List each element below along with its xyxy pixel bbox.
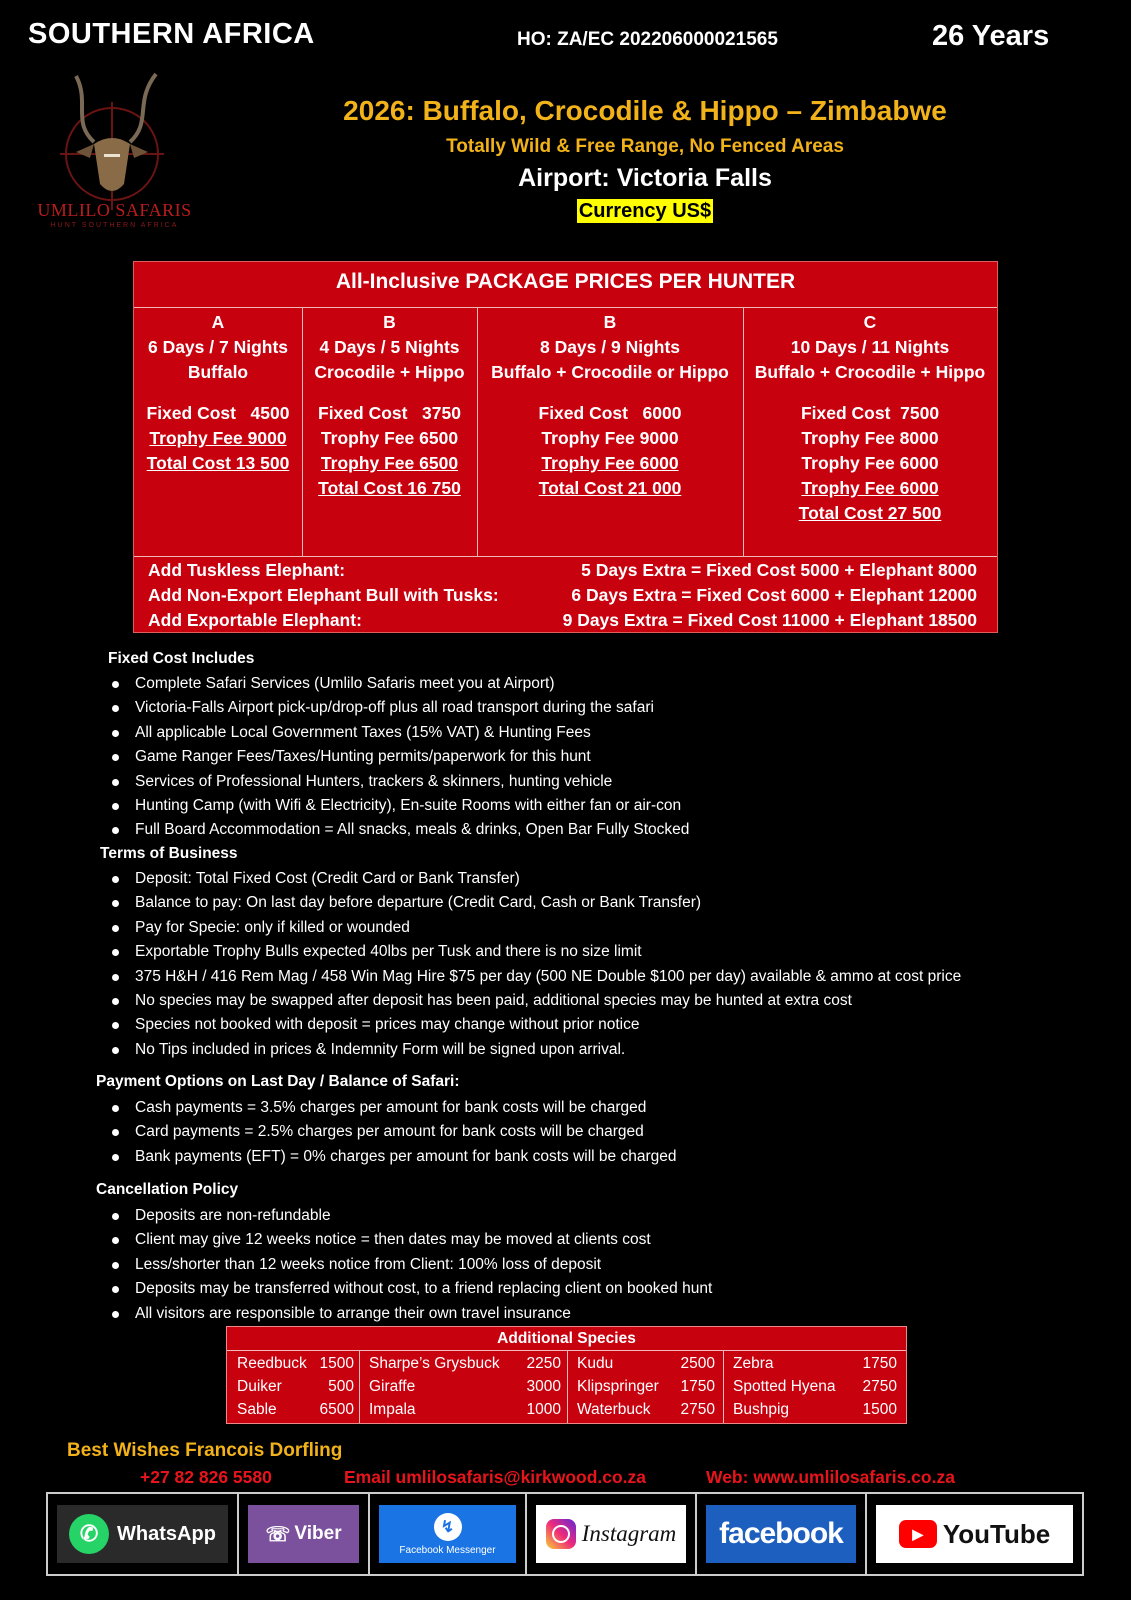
youtube-icon: ▶ [899, 1520, 937, 1548]
fixed-cost-heading: Fixed Cost Includes [108, 650, 255, 667]
list-item: Hunting Camp (with Wifi & Electricity), En-suite Rooms with either fan or air-con [110, 794, 689, 818]
list-item: Deposit: Total Fixed Cost (Credit Card or Bank Transfer) [110, 867, 961, 891]
total-cost: Total Cost 21 000 [538, 478, 682, 498]
website-link[interactable]: Web: www.umlilosafaris.co.za [706, 1467, 955, 1487]
youtube-button[interactable]: ▶ YouTube [867, 1494, 1082, 1574]
whatsapp-button[interactable]: ✆ WhatsApp [48, 1494, 239, 1574]
additional-heading: Additional Species [497, 1330, 636, 1347]
trophy-fee: Trophy Fee 9000 [149, 428, 287, 448]
trophy-fee: Trophy Fee 6000 [801, 478, 939, 498]
species-column [577, 1352, 715, 1421]
list-item: Deposits are non-refundable [110, 1204, 712, 1228]
airport-label: Airport: Victoria Falls [518, 164, 772, 192]
social-bar [46, 1492, 1084, 1576]
instagram-button[interactable]: Instagram [527, 1494, 697, 1574]
package-column-b1 [302, 310, 477, 501]
list-item: Client may give 12 weeks notice = then dates may be moved at clients cost [110, 1228, 712, 1252]
package-species: Buffalo + Crocodile or Hippo [491, 362, 729, 382]
whatsapp-icon: ✆ [69, 1514, 109, 1554]
viber-button[interactable]: ☏ Viber [239, 1494, 370, 1574]
list-item: Services of Professional Hunters, trackers & skinners, hunting vehicle [110, 770, 689, 794]
package-code: A [211, 312, 225, 332]
list-item: Game Ranger Fees/Taxes/Hunting permits/paperwork for this hunt [110, 745, 689, 769]
list-item: 375 H&H / 416 Rem Mag / 458 Win Mag Hire $75 per day (500 NE Double $100 per day) available & ammo at cost price [110, 965, 961, 989]
list-item: Bank payments (EFT) = 0% charges per amount for bank costs will be charged [110, 1145, 676, 1169]
package-duration: 4 Days / 5 Nights [319, 337, 460, 357]
package-price-table [133, 261, 998, 633]
list-item: No species may be swapped after deposit has been paid, additional species may be hunted at extra cost [110, 989, 961, 1013]
extra-label: Add Tuskless Elephant: [148, 560, 346, 580]
package-column-a [134, 310, 302, 476]
total-cost: Total Cost 13 500 [146, 453, 290, 473]
trophy-fee: Trophy Fee 6500 [320, 428, 459, 448]
package-duration: 8 Days / 9 Nights [539, 337, 681, 357]
package-code: C [863, 312, 877, 332]
fixed-cost: Fixed Cost 7500 [800, 403, 940, 423]
species-row: Reedbuck 1500 [237, 1355, 354, 1372]
list-item: Less/shorter than 12 weeks notice from Client: 100% loss of deposit [110, 1253, 712, 1277]
species-column [237, 1352, 354, 1421]
species-column [733, 1352, 897, 1421]
list-item: Full Board Accommodation = All snacks, meals & drinks, Open Bar Fully Stocked [110, 818, 689, 842]
page-subtitle: Totally Wild & Free Range, No Fenced Areas [446, 136, 844, 157]
payment-heading: Payment Options on Last Day / Balance of Safari: [96, 1073, 460, 1090]
page-title: 2026: Buffalo, Crocodile & Hippo – Zimbabwe [343, 95, 947, 126]
additional-species-table [226, 1326, 907, 1424]
list-item: Species not booked with deposit = prices may change without prior notice [110, 1013, 961, 1037]
species-row: Klipspringer 1750 [577, 1378, 715, 1395]
cancellation-heading: Cancellation Policy [96, 1181, 239, 1198]
package-code: B [383, 312, 396, 332]
trophy-fee: Trophy Fee 8000 [801, 428, 939, 448]
viber-icon: ☏ [265, 1523, 291, 1546]
species-column [369, 1352, 561, 1421]
messenger-icon: ↯ [434, 1513, 462, 1541]
registration-number: HO: ZA/EC 202206000021565 [517, 29, 778, 50]
species-row: Duiker 500 [237, 1378, 354, 1395]
facebook-button[interactable] [697, 1494, 867, 1574]
species-row: Zebra 1750 [733, 1355, 897, 1372]
package-species: Buffalo [187, 362, 249, 382]
package-duration: 6 Days / 7 Nights [147, 337, 289, 357]
list-item: Victoria-Falls Airport pick-up/drop-off plus all road transport during the safari [110, 696, 689, 720]
terms-heading: Terms of Business [100, 845, 238, 862]
species-row: Giraffe 3000 [369, 1378, 561, 1395]
list-item: Balance to pay: On last day before departure (Credit Card, Cash or Bank Transfer) [110, 891, 961, 915]
package-species: Buffalo + Crocodile + Hippo [754, 362, 986, 382]
extra-label: Add Exportable Elephant: [148, 610, 362, 630]
umlilo-logo [32, 62, 197, 242]
list-item: All visitors are responsible to arrange their own travel insurance [110, 1302, 712, 1326]
species-row: Sharpe’s Grysbuck 2250 [369, 1355, 561, 1372]
email-link[interactable]: Email umlilosafaris@kirkwood.co.za [344, 1467, 647, 1487]
list-item: Cash payments = 3.5% charges per amount for bank costs will be charged [110, 1096, 676, 1120]
list-item: Card payments = 2.5% charges per amount for bank costs will be charged [110, 1120, 676, 1144]
trophy-fee: Trophy Fee 6500 [320, 453, 459, 473]
cancellation-list [110, 1204, 712, 1326]
list-item: No Tips included in prices & Indemnity Form will be signed upon arrival. [110, 1038, 961, 1062]
package-heading: All-Inclusive PACKAGE PRICES PER HUNTER [335, 270, 796, 293]
species-row: Sable 6500 [237, 1401, 354, 1418]
trophy-fee: Trophy Fee 6000 [801, 453, 939, 473]
fixed-cost-list [110, 672, 689, 843]
species-row: Kudu 2500 [577, 1355, 715, 1372]
signoff: Best Wishes Francois Dorfling [67, 1440, 343, 1461]
list-item: Pay for Specie: only if killed or wounded [110, 916, 961, 940]
package-code: B [603, 312, 617, 332]
extra-value: 5 Days Extra = Fixed Cost 5000 + Elephant 8000 [581, 560, 977, 580]
list-item: Exportable Trophy Bulls expected 40lbs per Tusk and there is no size limit [110, 940, 961, 964]
fixed-cost: Fixed Cost 6000 [538, 403, 682, 423]
list-item: Complete Safari Services (Umlilo Safaris meet you at Airport) [110, 672, 689, 696]
messenger-button[interactable]: ↯ Facebook Messenger [370, 1494, 527, 1574]
list-item: Deposits may be transferred without cost, to a friend replacing client on booked hunt [110, 1277, 712, 1301]
list-item: All applicable Local Government Taxes (15% VAT) & Hunting Fees [110, 721, 689, 745]
extra-label: Add Non-Export Elephant Bull with Tusks: [148, 585, 499, 605]
logo-tagline: HUNT SOUTHERN AFRICA [50, 222, 179, 229]
instagram-icon [546, 1519, 576, 1549]
total-cost: Total Cost 27 500 [798, 503, 942, 523]
package-column-c [743, 310, 997, 526]
trophy-fee: Trophy Fee 6000 [541, 453, 679, 473]
package-column-b2 [477, 310, 743, 501]
currency-highlight: Currency US$ [578, 200, 712, 222]
extra-value: 9 Days Extra = Fixed Cost 11000 + Elephant 18500 [562, 610, 977, 630]
terms-list [110, 867, 961, 1062]
phone-link[interactable]: +27 82 826 5580 [140, 1467, 272, 1487]
trophy-fee: Trophy Fee 9000 [541, 428, 679, 448]
years-badge: 26 Years [932, 20, 1050, 52]
species-row: Impala 1000 [369, 1401, 561, 1418]
logo-name: UMLILO SAFARIS [37, 200, 192, 220]
package-duration: 10 Days / 11 Nights [790, 337, 950, 357]
package-species: Crocodile + Hippo [314, 362, 465, 382]
fixed-cost: Fixed Cost 4500 [146, 403, 290, 423]
species-row: Spotted Hyena 2750 [733, 1378, 897, 1395]
total-cost: Total Cost 16 750 [318, 478, 461, 498]
species-row: Bushpig 1500 [733, 1401, 897, 1418]
fixed-cost: Fixed Cost 3750 [318, 403, 461, 423]
extra-value: 6 Days Extra = Fixed Cost 6000 + Elephant 12000 [571, 585, 977, 605]
facebook-icon: facebook [706, 1505, 856, 1563]
species-row: Waterbuck 2750 [577, 1401, 715, 1418]
region-title: SOUTHERN AFRICA [28, 18, 315, 50]
payment-list [110, 1096, 676, 1169]
